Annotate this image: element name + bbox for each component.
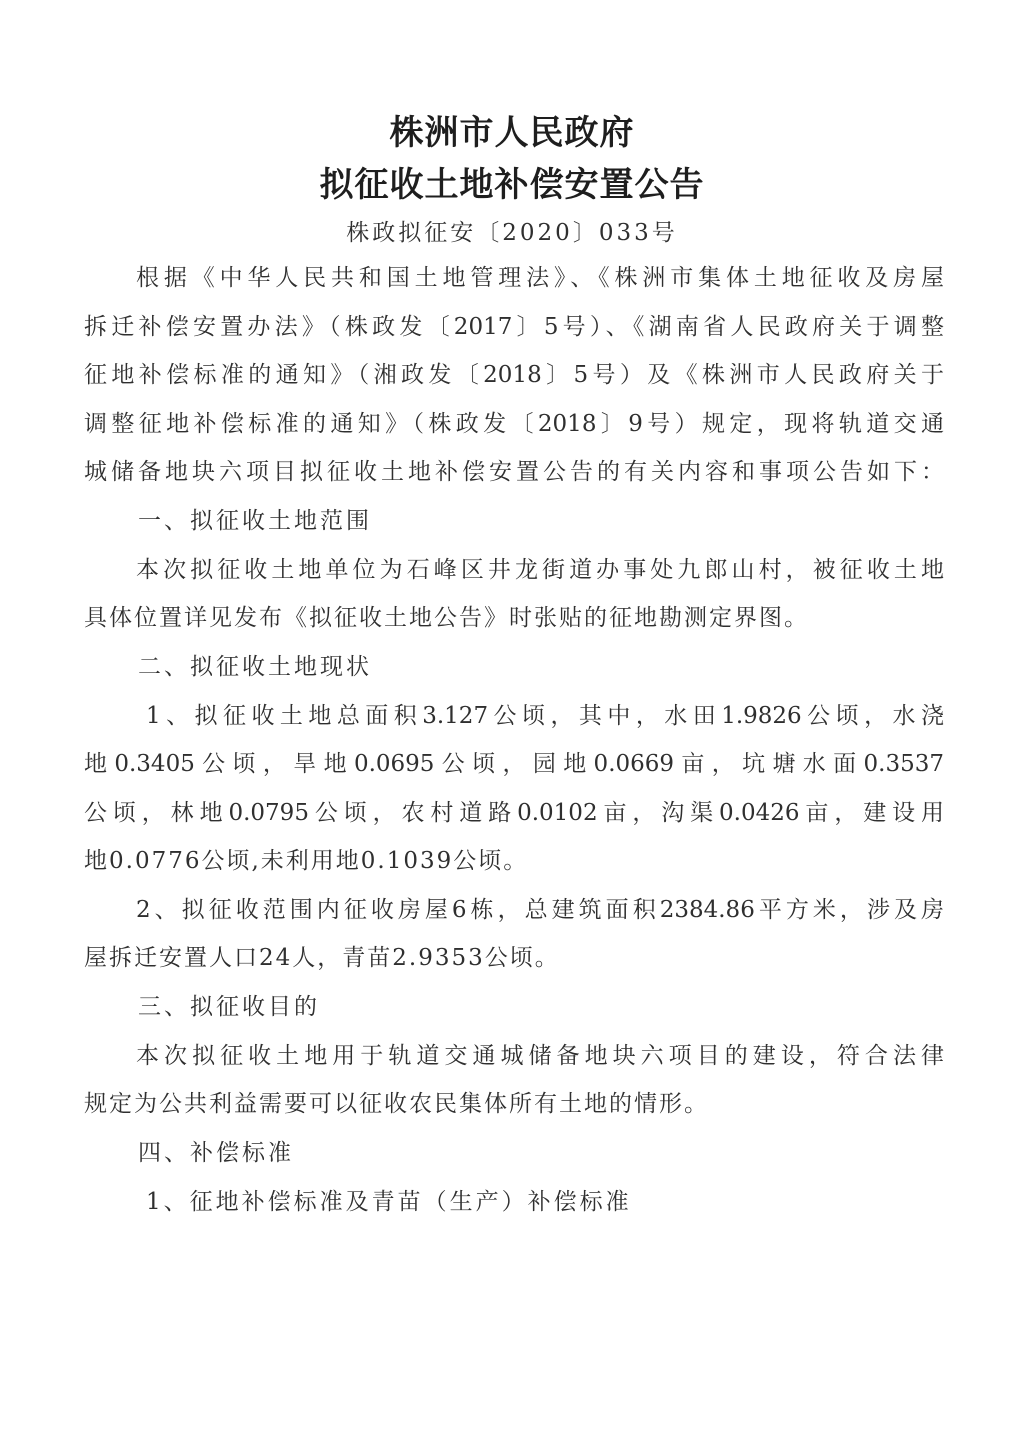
intro-line-4: 调整征地补偿标准的通知》（株政发〔2018〕9号）规定，现将轨道交通 (84, 411, 944, 437)
section-2-item-1-line-3: 公顷，林地0.0795公顷，农村道路0.0102亩，沟渠0.0426亩，建设用 (84, 800, 944, 826)
section-2-heading: 二、拟征收土地现状 (138, 654, 372, 680)
section-1-line-1: 本次拟征收土地单位为石峰区井龙街道办事处九郎山村，被征收土地 (136, 557, 944, 583)
section-3-line-2: 规定为公共利益需要可以征收农民集体所有土地的情形。 (84, 1091, 709, 1117)
intro-line-3: 征地补偿标准的通知》（湘政发〔2018〕5号）及《株洲市人民政府关于 (84, 362, 944, 388)
document-title-line-1: 株洲市人民政府 (389, 113, 635, 153)
section-1-heading: 一、拟征收土地范围 (138, 508, 372, 534)
section-2-item-1-line-1: 1、拟征收土地总面积3.127公顷，其中，水田1.9826公顷，水浇 (146, 703, 944, 729)
section-2-item-2-line-1: 2、拟征收范围内征收房屋6栋，总建筑面积2384.86平方米，涉及房 (136, 897, 944, 923)
section-2-item-1-line-4: 地0.0776公顷,未利用地0.1039公顷。 (84, 848, 529, 874)
intro-line-1: 根据《中华人民共和国土地管理法》、《株洲市集体土地征收及房屋 (136, 265, 944, 291)
document-number: 株政拟征安〔2020〕033号 (346, 220, 678, 246)
intro-line-2: 拆迁补偿安置办法》（株政发〔2017〕5号）、《湖南省人民政府关于调整 (84, 314, 944, 340)
section-2-item-1-line-2: 地0.3405公顷，旱地0.0695公顷，园地0.0669亩，坑塘水面0.3537 (84, 751, 944, 777)
section-3-line-1: 本次拟征收土地用于轨道交通城储备地块六项目的建设，符合法律 (136, 1043, 944, 1069)
section-4-heading: 四、补偿标准 (138, 1140, 294, 1166)
intro-line-5: 城储备地块六项目拟征收土地补偿安置公告的有关内容和事项公告如下： (84, 459, 944, 485)
section-4-item-1: 1、征地补偿标准及青苗（生产）补偿标准 (146, 1189, 632, 1215)
section-2-item-2-line-2: 屋拆迁安置人口24人，青苗2.9353公顷。 (84, 945, 560, 971)
section-1-line-2: 具体位置详见发布《拟征收土地公告》时张贴的征地勘测定界图。 (84, 605, 809, 631)
section-3-heading: 三、拟征收目的 (138, 994, 320, 1020)
document-title-line-2: 拟征收土地补偿安置公告 (319, 165, 705, 205)
